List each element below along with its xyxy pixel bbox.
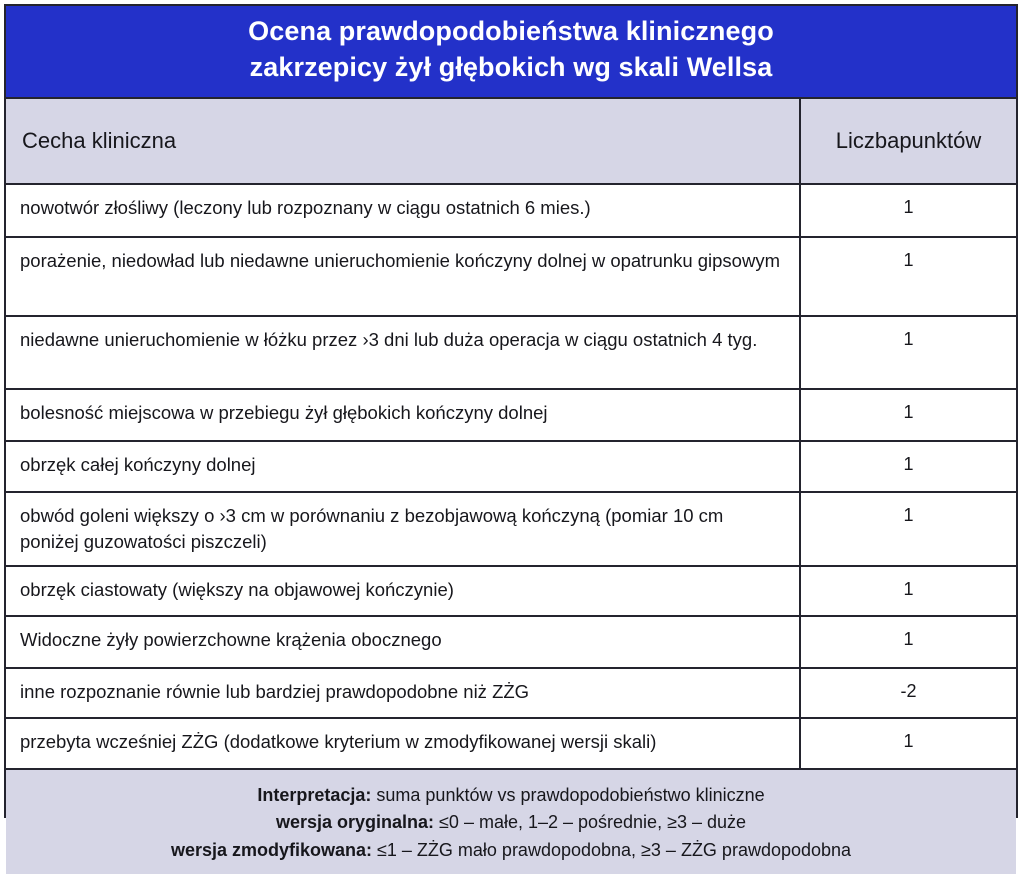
column-header-points-line-2: punktów [899, 127, 982, 153]
feature-cell: obrzęk ciastowaty (większy na objawowej kończynie) [6, 567, 801, 615]
footer-label-interpretation: Interpretacja: [257, 785, 372, 805]
feature-cell: niedawne unieruchomienie w łóżku przez ›3 dni lub duża operacja w ciągu ostatnich 4 tyg. [6, 317, 801, 388]
column-header-points [801, 99, 1016, 183]
column-header-points-line-1: Liczba [835, 127, 900, 153]
title-line-2: zakrzepicy żył głębokich wg skali Wellsa [249, 52, 773, 82]
table-title-banner [6, 6, 1016, 99]
footer-text-original-version: ≤0 – małe, 1–2 – pośrednie, ≥3 – duże [434, 812, 747, 833]
points-cell: 1 [903, 454, 914, 474]
feature-cell: obrzęk całej kończyny dolnej [6, 442, 801, 491]
table-row [6, 442, 1016, 493]
points-cell: 1 [903, 197, 914, 217]
feature-cell: nowotwór złośliwy (leczony lub rozpoznany w ciągu ostatnich 6 mies.) [6, 185, 801, 236]
points-cell: 1 [903, 402, 914, 422]
table-row [6, 493, 1016, 567]
points-cell: 1 [903, 629, 914, 649]
points-cell: 1 [903, 731, 914, 751]
feature-cell: przebyta wcześniej ZŻG (dodatkowe kryterium w zmodyfikowanej wersji skali) [6, 719, 801, 768]
table-header-row [6, 99, 1016, 185]
table-row [6, 238, 1016, 317]
feature-cell: obwód goleni większy o ›3 cm w porównaniu z bezobjawową kończyną (pomiar 10 cm poniżej guzowatości piszczeli) [6, 493, 801, 565]
feature-cell: bolesność miejscowa w przebiegu żył głębokich kończyny dolnej [6, 390, 801, 440]
feature-cell: Widoczne żyły powierzchowne krążenia obocznego [6, 617, 801, 667]
table-row [6, 669, 1016, 719]
column-header-feature: Cecha kliniczna [6, 99, 801, 183]
footer-text-interpretation: suma punktów vs prawdopodobieństwo kliniczne [371, 785, 765, 805]
points-cell: 1 [903, 505, 914, 525]
footer-line-original-version [26, 809, 996, 836]
footer-line-modified-version [26, 837, 996, 864]
table-row [6, 317, 1016, 390]
table-row [6, 567, 1016, 617]
feature-cell: inne rozpoznanie równie lub bardziej prawdopodobne niż ZŻG [6, 669, 801, 717]
table-row [6, 390, 1016, 442]
table-grid [6, 99, 1016, 768]
points-cell: 1 [903, 579, 914, 599]
title-line-1: Ocena prawdopodobieństwa klinicznego [248, 16, 774, 47]
points-cell: 1 [903, 329, 914, 349]
footer-label-original-version: wersja oryginalna: [275, 812, 435, 833]
footer-text-modified-version: ≤1 – ZŻG mało prawdopodobna, ≥3 – ZŻG prawdopodobna [372, 839, 852, 860]
footer-label-modified-version: wersja zmodyfikowana: [170, 839, 373, 860]
footer-line-interpretation [26, 782, 996, 809]
wells-score-table [4, 4, 1018, 860]
table-row [6, 185, 1016, 238]
interpretation-footer [6, 768, 1016, 874]
feature-cell: porażenie, niedowład lub niedawne unieruchomienie kończyny dolnej w opatrunku gipsowym [6, 238, 801, 315]
table-row [6, 719, 1016, 768]
points-cell: 1 [903, 250, 914, 270]
points-cell: -2 [900, 681, 917, 701]
table-row [6, 617, 1016, 669]
